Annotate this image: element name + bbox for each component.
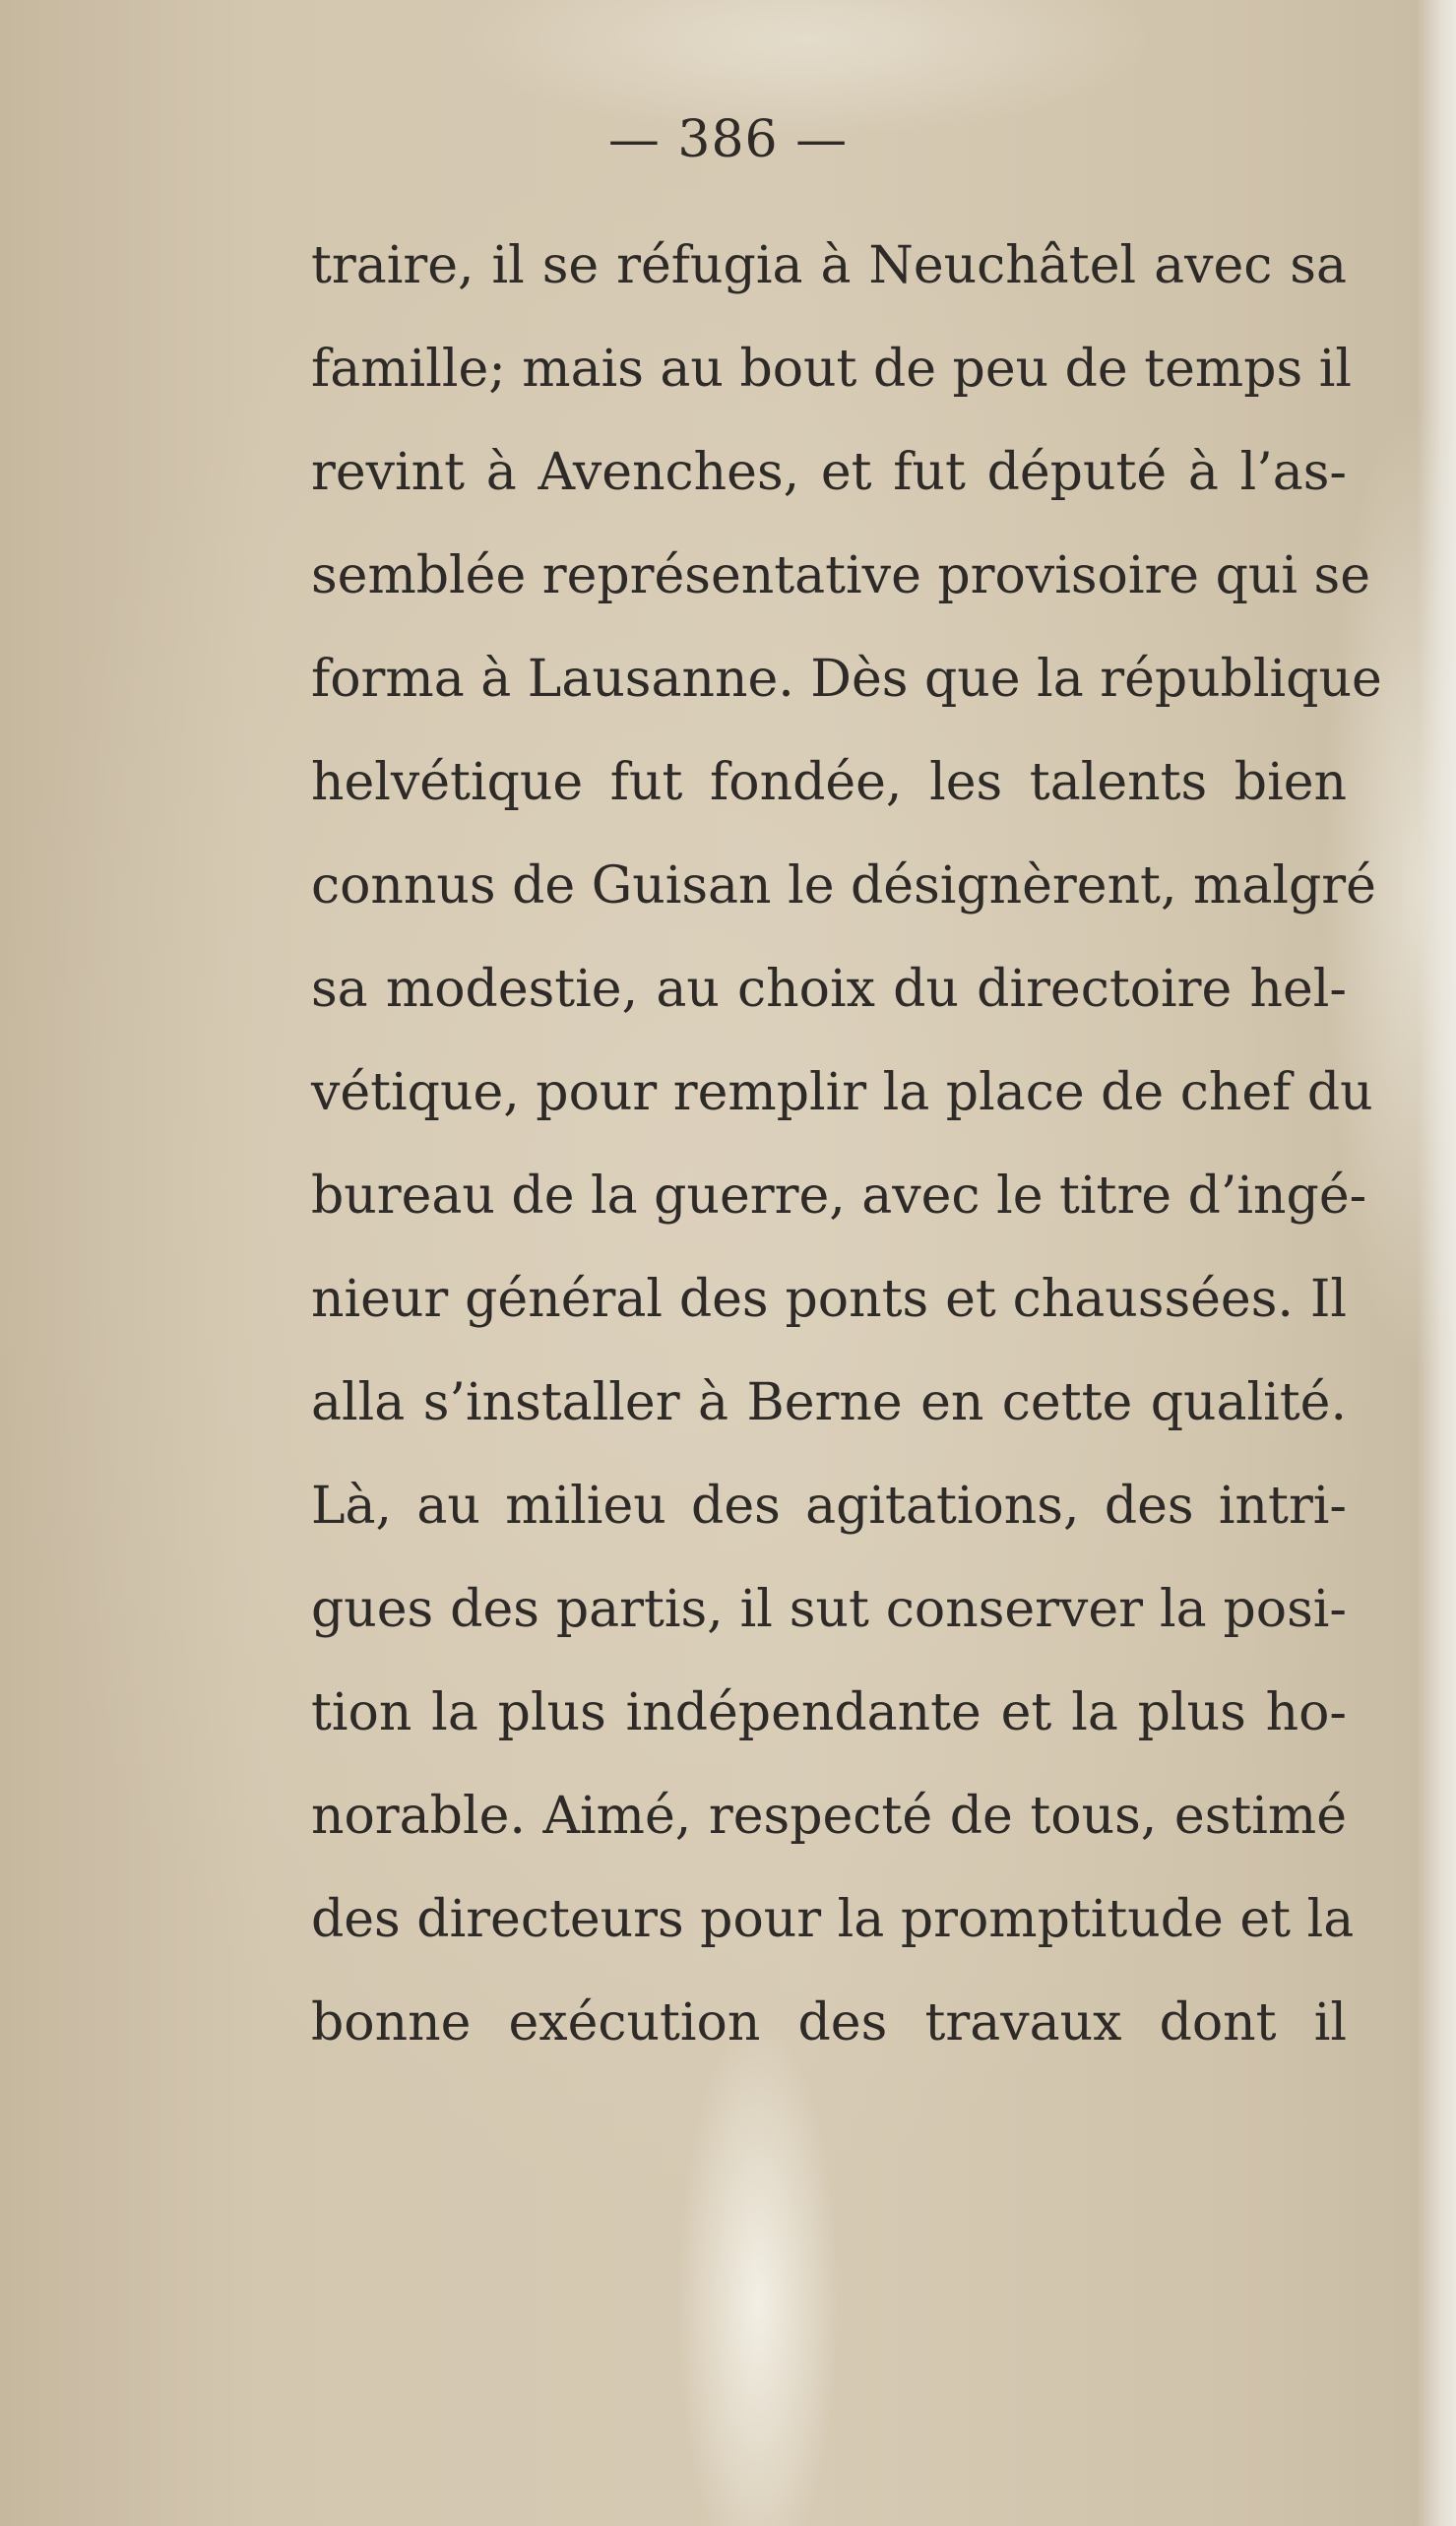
text-line: Là, au milieu des agitations, des intri- [311, 1477, 1347, 1536]
page-edge [1417, 0, 1456, 2526]
text-line: tion la plus indépendante et la plus ho- [311, 1683, 1347, 1742]
text-line: helvétique fut fondée, les talents bien [311, 753, 1347, 812]
text-line: bonne exécution des travaux dont il [311, 1993, 1347, 2052]
text-line: connus de Guisan le désignèrent, malgré [311, 856, 1376, 916]
page-number: — 386 — [607, 110, 849, 169]
text-line: gues des partis, il sut conserver la posi- [311, 1580, 1347, 1639]
text-line: traire, il se réfugia à Neuchâtel avec sa [311, 236, 1347, 295]
text-line: sa modestie, au choix du directoire hel- [311, 960, 1347, 1019]
text-line: des directeurs pour la promptitude et la [311, 1890, 1355, 1949]
text-line: alla s’installer à Berne en cette qualité. [311, 1373, 1347, 1432]
text-line: nieur général des ponts et chaussées. Il [311, 1270, 1347, 1329]
text-line: famille; mais au bout de peu de temps il [311, 340, 1352, 399]
body-text [311, 215, 1382, 2075]
text-line: bureau de la guerre, avec le titre d’ingé- [311, 1167, 1367, 1226]
text-line: revint à Avenches, et fut député à l’as- [311, 443, 1347, 502]
text-line: norable. Aimé, respecté de tous, estimé [311, 1787, 1347, 1846]
text-line: forma à Lausanne. Dès que la république [311, 650, 1382, 709]
text-line: vétique, pour remplir la place de chef du [311, 1063, 1373, 1122]
text-line: semblée représentative provisoire qui se [311, 546, 1371, 605]
